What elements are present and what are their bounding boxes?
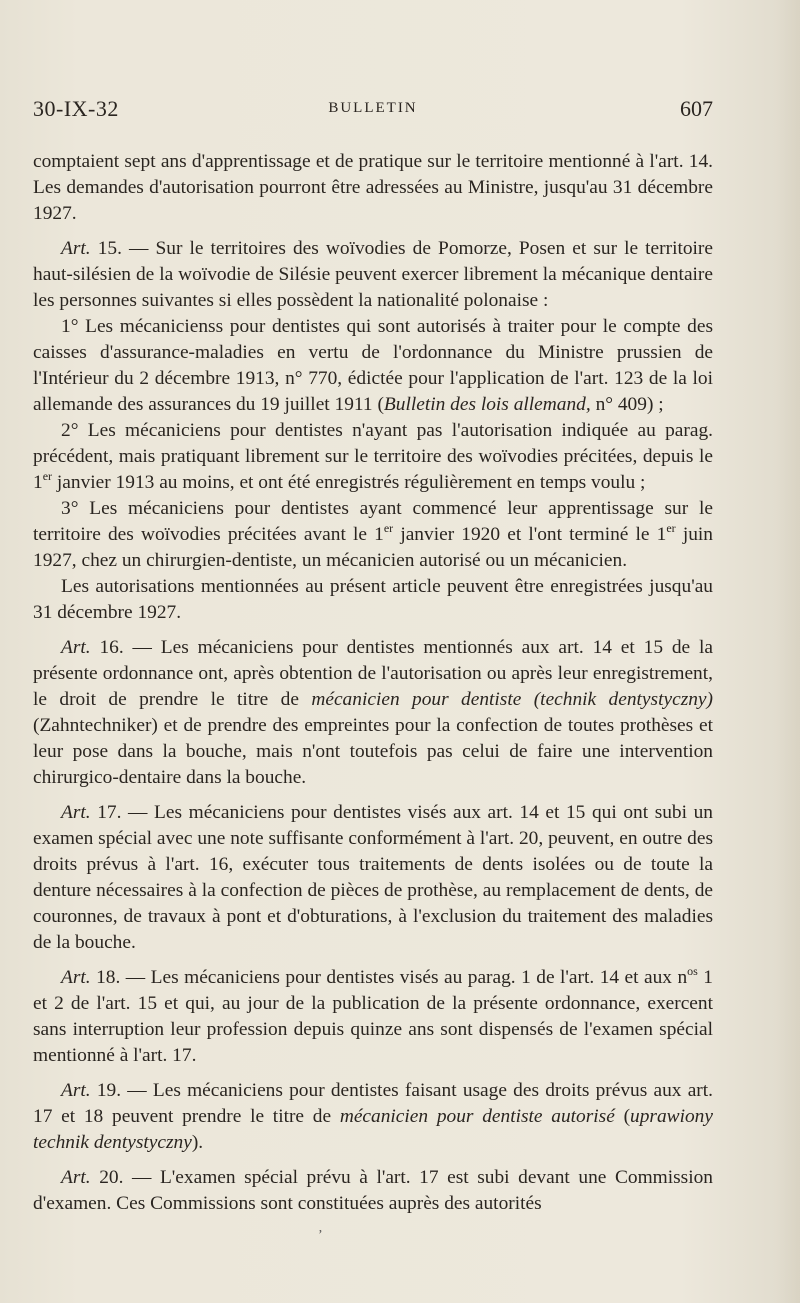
paragraph-continuation: comptaient sept ans d'apprentissage et de pratique sur le territoire mentionné à l'art. 14. Les demandes d'autorisation pourront être adressées au Ministre, jusqu'au 31 décembre 1927.	[33, 151, 713, 224]
article-19: Art. 19. — Les mécaniciens pour dentistes faisant usage des droits prévus aux art. 17 et 18 peuvent prendre le titre de mécanicien pour dentiste autorisé (uprawiony technik dentystyczny).	[33, 1080, 713, 1153]
article-15-closing: Les autorisations mentionnées au présent article peuvent être enregistrées jusqu'au 31 décembre 1927.	[33, 576, 713, 623]
article-15-item-1: 1° Les mécanicienss pour dentistes qui sont autorisés à traiter pour le compte des caisses d'assurance-maladies en vertu de l'ordonnance du Ministre prussien de l'Intérieur du 2 décembre 1913, n° 770, édictée pour l'application de l'art. 123 de la loi allemande des assurances du 19 juillet 1911 (Bulletin des lois allemand, n° 409) ;	[33, 316, 713, 415]
article-18: Art. 18. — Les mécaniciens pour dentistes visés au parag. 1 de l'art. 14 et aux $n^{os}$ 1 et 2 de l'art. 15 et qui, au jour de la publication de la présente ordonnance, exercent sans interruption leur profession depuis quinze ans sont dispensés de l'examen spécial mentionné à l'art. 17.	[33, 963, 713, 1066]
article-15: Art. 15. — Sur le territoires des woïvodies de Pomorze, Posen et sur le territoire haut-silésien de la woïvodie de Silésie peuvent exercer librement la mécanique dentaire les personnes suivantes si elles possèdent la nationalité polonaise :	[33, 238, 713, 311]
article-15-item-2: 2° Les mécaniciens pour dentistes n'ayant pas l'autorisation indiquée au parag. précédent, mais pratiquant librement sur le territoire des woïvodies précitées, depuis le 1er janvier 1913 au moins, et ont été enregistrés régulièrement en temps voulu ;	[33, 420, 713, 493]
article-20: Art. 20. — L'examen spécial prévu à l'art. 17 est subi devant une Commission d'examen. Ces Commissions sont constituées auprès des autorités	[33, 1167, 713, 1214]
header-title: BULLETIN	[328, 100, 418, 116]
ink-speck: ’	[318, 1228, 323, 1243]
running-header	[33, 96, 713, 130]
header-date: 30-IX-32	[33, 96, 119, 121]
page-number: 607	[680, 96, 713, 121]
article-15-item-3: 3° Les mécaniciens pour dentistes ayant commencé leur apprentissage sur le territoire des woïvodies précitées avant le 1er janvier 1920 et l'ont terminé le 1er juin 1927, chez un chirurgien-dentiste, un mécanicien autorisé ou un mécanicien.	[33, 498, 713, 571]
article-16: Art. 16. — Les mécaniciens pour dentistes mentionnés aux art. 14 et 15 de la présente ordonnance ont, après obtention de l'autorisation ou après leur enregistrement, le droit de prendre le titre de mécanicien pour dentiste (technik dentystyczny) (Zahntechniker) et de prendre des empreintes pour la confection de toutes prothèses et leur pose dans la bouche, mais n'ont toutefois pas celui de faire une intervention chirurgico-dentaire dans la bouche.	[33, 637, 713, 788]
article-17: Art. 17. — Les mécaniciens pour dentistes visés aux art. 14 et 15 qui ont subi un examen spécial avec une note suffisante conformément à l'art. 20, peuvent, en outre des droits prévus à l'art. 16, exécuter tous traitements de dents isolées ou de toute la denture nécessaires à la confection de pièces de prothèse, au remplacement de dents, de couronnes, de travaux à pont et d'obturations, à l'exclusion du traitement des maladies de la bouche.	[33, 802, 713, 953]
body-text	[33, 149, 713, 1217]
